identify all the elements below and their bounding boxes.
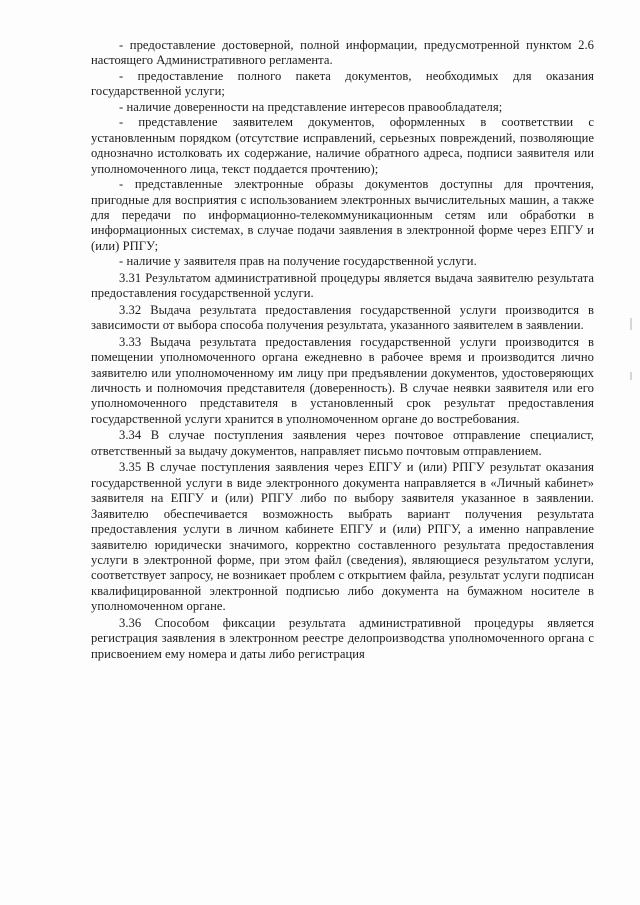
paragraph-3-36: 3.36 Способом фиксации результата административной процедуры является регистрация заявления в электронном реестре делопроизводства уполномоченного органа с присвоением ему номера и даты либо регистрация bbox=[91, 615, 594, 661]
paragraph-3-31: 3.31 Результатом административной процедуры является выдача заявителю результата предоставления государственной услуги. bbox=[91, 270, 594, 301]
paragraph-3-34: 3.34 В случае поступления заявления через почтовое отправление специалист, ответственный за выдачу документов, направляет письмо почтовым отправлением. bbox=[91, 428, 594, 458]
paragraph-full-package: - предоставление полного пакета документов, необходимых для оказания государственной услуги; bbox=[91, 68, 594, 99]
paragraph-3-33: 3.33 Выдача результата предоставления государственной услуги производится в помещении уполномоченного органа ежедневно в рабочее время и производится лично заявителю или уполномоченному им лицу при предъявлении документов, удостоверяющих личность и полномочия представителя (доверенность). В случае неявки заявителя или его уполномоченного представителя в установленный срок результат предоставления государственной услуги хранится в уполномоченном органе до востребования. bbox=[91, 334, 594, 426]
paragraph-electronic-images: - представленные электронные образы документов доступны для прочтения, пригодные для восприятия с использованием электронных вычислительных машин, а также для передачи по информационно-телекоммуникационным сетям или обработки в информационных системах, в случае подачи заявления в электронной форме через ЕПГУ и (или) РПГУ; bbox=[91, 177, 594, 253]
paragraph-applicant-rights: - наличие у заявителя прав на получение государственной услуги. bbox=[119, 254, 477, 269]
document-body bbox=[91, 38, 594, 662]
paragraph-reliable-info: - предоставление достоверной, полной информации, предусмотренной пунктом 2.6 настоящего Административного регламента. bbox=[91, 38, 594, 68]
paragraph-documents-format: - представление заявителем документов, оформленных в соответствии с установленным порядком (отсутствие исправлений, серьезных повреждений, позволяющие однозначно истолковать их содержание, наличие обратного адреса, подписи заявителя или уполномоченного лица, текст поддается прочтению); bbox=[91, 115, 594, 176]
scan-artifact bbox=[630, 372, 632, 380]
paragraph-3-35: 3.35 В случае поступления заявления через ЕПГУ и (или) РПГУ результат оказания государственной услуги в виде электронного документа направляется в «Личный кабинет» заявителя на ЕПГУ и (или) РПГУ либо по выбору заявителя указанное в заявлении. Заявителю обеспечивается возможность выбрать вариант получения результата предоставления услуги в личном кабинете ЕПГУ и (или) РПГУ, а именно направление заявителю юридически значимого, корректно составленного результата предоставления услуги в электронной форме, при этом файл (сведения), являющиеся результатом услуги, соответствует запросу, не возникает проблем с открытием файла, результат услуги подписан квалифицированной электронной подписью либо документа на бумажном носителе в уполномоченном органе. bbox=[91, 460, 594, 614]
scan-artifact bbox=[630, 318, 632, 330]
paragraph-power-of-attorney: - наличие доверенности на представление интересов правообладателя; bbox=[119, 99, 503, 114]
paragraph-3-32: 3.32 Выдача результата предоставления государственной услуги производится в зависимости от выбора способа получения результата, указанного заявителем в заявлении. bbox=[91, 302, 594, 333]
